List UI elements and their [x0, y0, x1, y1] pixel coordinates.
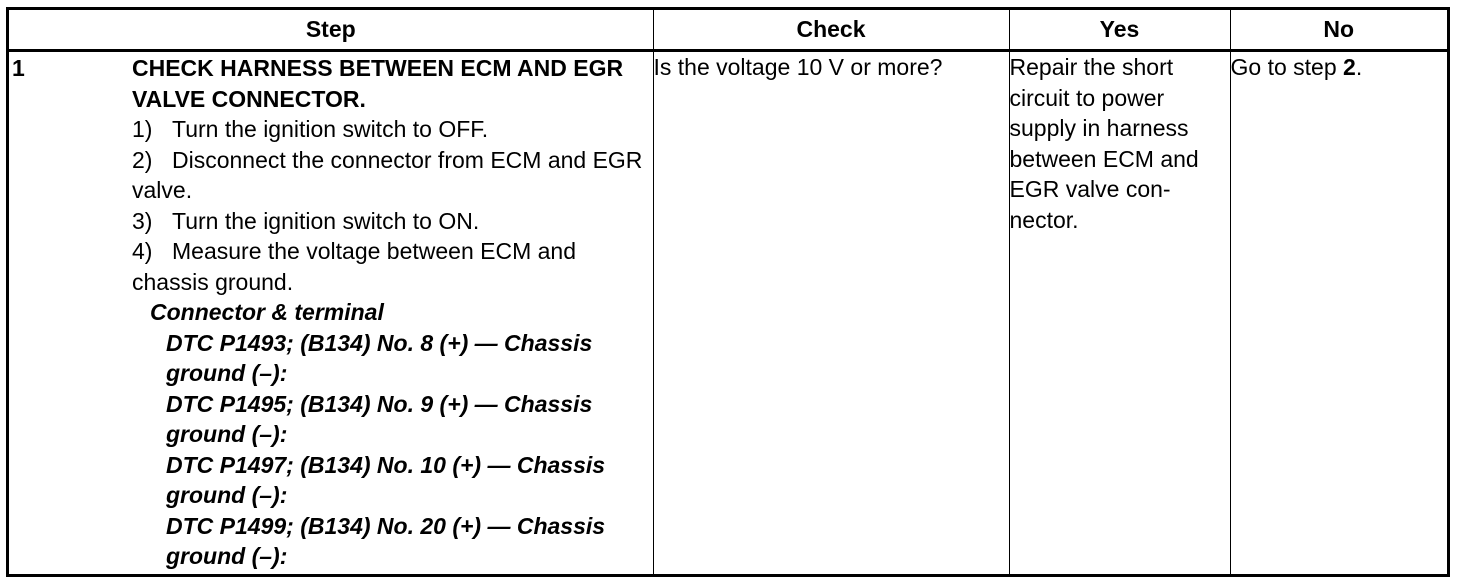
dtc-line: DTC P1495; (B134) No. 9 (+) — Chassis ground (–):	[166, 390, 593, 447]
header-yes: Yes	[1009, 10, 1230, 51]
step-item-2	[132, 145, 647, 206]
step-item-4	[132, 236, 647, 297]
no-cell	[1230, 51, 1447, 575]
step-item-text: Measure the voltage between ECM and chassis ground.	[132, 238, 577, 295]
step-title: CHECK HARNESS BETWEEN ECM AND EGR VALVE CONNECTOR.	[132, 55, 624, 112]
step-item-3	[132, 206, 647, 237]
step-item-1	[132, 114, 647, 145]
dtc-line: DTC P1497; (B134) No. 10 (+) — Chassis ground (–):	[166, 451, 606, 508]
step-body	[132, 52, 653, 572]
step-item-number: 2)	[132, 146, 153, 173]
dtc-line: DTC P1499; (B134) No. 20 (+) — Chassis ground (–):	[166, 512, 606, 569]
check-cell: Is the voltage 10 V or more?	[653, 51, 1009, 575]
header-no: No	[1230, 10, 1447, 51]
diagnostic-table-frame	[6, 7, 1450, 577]
step-item-text: Disconnect the connector from ECM and EGR valve.	[132, 146, 643, 203]
step-item-text: Turn the ignition switch to ON.	[172, 207, 480, 234]
connector-heading: Connector & terminal	[150, 299, 384, 325]
table-header-row	[9, 10, 1447, 51]
no-text: Go to step	[1230, 54, 1344, 80]
goto-step-number: 2	[1343, 54, 1356, 80]
header-check: Check	[653, 10, 1009, 51]
table-row	[9, 51, 1447, 575]
yes-cell: Repair the short circuit to power supply in harness between ECM and EGR valve con-nector.	[1009, 51, 1230, 575]
step-item-number: 1)	[132, 116, 153, 142]
step-item-text: Turn the ignition switch to OFF.	[172, 116, 489, 142]
header-step: Step	[9, 10, 653, 51]
step-item-number: 3)	[132, 207, 153, 234]
step-item-number: 4)	[132, 238, 153, 264]
step-number: 1	[12, 55, 25, 81]
dtc-line: DTC P1493; (B134) No. 8 (+) — Chassis ground (–):	[166, 329, 593, 386]
diagnostic-table	[9, 10, 1447, 574]
step-cell	[9, 51, 653, 575]
no-text-suffix: .	[1355, 54, 1363, 80]
